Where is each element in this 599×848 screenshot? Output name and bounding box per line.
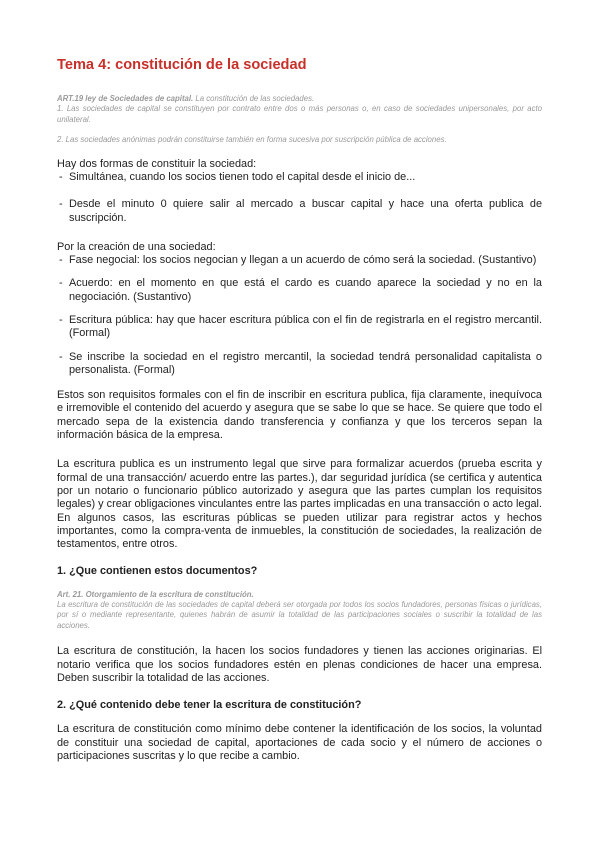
formas-item-simultanea: - Simultánea, cuando los socios tienen todo el capital desde el inicio de... — [57, 171, 542, 184]
creacion-item-escritura: - Escritura pública: hay que hacer escritura pública con el fin de registrarla en el registro mercantil. (Formal) — [57, 314, 542, 341]
formas-section — [57, 158, 542, 225]
art19-heading: ART.19 ley de Sociedades de capital. — [57, 94, 194, 103]
page-title: Tema 4: constitución de la sociedad — [57, 57, 307, 73]
creacion-item-fase-negocial: - Fase negocial: los socios negocian y llegan a un acuerdo de cómo será la sociedad. (Sustantivo) — [57, 254, 542, 267]
formas-list — [57, 171, 542, 225]
art21-heading-line — [57, 590, 542, 600]
art19-heading-line — [57, 94, 542, 104]
creacion-item-acuerdo: - Acuerdo: en el momento en que está el cardo es cuando aparece la sociedad y no en la negociación. (Sustantivo) — [57, 277, 542, 304]
formas-intro: Hay dos formas de constituir la sociedad: — [57, 157, 257, 170]
question-1-answer: La escritura de constitución, la hacen los socios fundadores y tienen las acciones originarias. El notario verifica que los socios fundadores estén en plenas condiciones de hacer una empresa. Deben suscribir la totalidad de las acciones. — [57, 645, 542, 684]
art19-heading-rest: La constitución de las sociedades. — [193, 94, 315, 103]
art19-paragraph-1: 1. Las sociedades de capital se constituyen por contrato entre dos o más personas o, en caso de sociedades unipersonales, por acto unilateral. — [57, 104, 542, 124]
requisitos-paragraph: Estos son requisitos formales con el fin de inscribir en escritura publica, fija claramente, inequívoca e irremovible el contenido del acuerdo y asegura que se sabe lo que se hace. Se quiere que todo el mercado sepa de la existencia dando transferencia y confianza y que los terceros sepan la información básica de la empresa. — [57, 389, 542, 442]
question-2-heading: 2. ¿Qué contenido debe tener la escritura de constitución? — [57, 699, 362, 712]
question-1-heading: 1. ¿Que contienen estos documentos? — [57, 565, 258, 578]
question-1-section — [57, 565, 542, 685]
art21-text: La escritura de constitución de las sociedades de capital deberá ser otorgada por todos los socios fundadores, personas físicas o jurídicas, por sí o mediante representante, quienes habrán de asumir la totalidad de las participaciones sociales o suscribir la totalidad de las acciones. — [57, 600, 542, 630]
art19-paragraph-2: 2. Las sociedades anónimas podrán constituirse también en forma sucesiva por suscripción pública de acciones. — [57, 135, 447, 145]
creacion-section — [57, 241, 542, 377]
question-2-section — [57, 699, 542, 763]
question-2-answer: La escritura de constitución como mínimo debe contener la identificación de los socios, la voluntad de constituir una sociedad de capital, aportaciones de cada socio y el número de acciones o participaciones suscritas y lo que recibe a cambio. — [57, 723, 542, 762]
escritura-paragraph: La escritura publica es un instrumento legal que sirve para formalizar acuerdos (prueba escrita y formal de una transacción/ acuerdo entre las partes.), dar seguridad jurídica (se certifica y autentica por un notario o funcionario público autorizado y asegura que las partes cumplan los requisitos legales) y crear obligaciones vinculantes entre las partes implicadas en una transacción o acto legal. En algunos casos, las escrituras públicas se pueden utilizar para registrar actos y hechos importantes, como la compra-venta de inmuebles, la constitución de sociedades, la realización de testamentos, entre otros. — [57, 458, 542, 551]
art21-heading: Art. 21. Otorgamiento de la escritura de constitución. — [57, 589, 254, 599]
art19-reference — [57, 94, 542, 146]
creacion-list — [57, 254, 542, 377]
creacion-item-inscripcion: - Se inscribe la sociedad en el registro mercantil, la sociedad tendrá personalidad capitalista o personalista. (Formal) — [57, 351, 542, 378]
formas-item-sucesiva: - Desde el minuto 0 quiere salir al mercado a buscar capital y hace una oferta publica de suscripción. — [57, 198, 542, 225]
art21-reference — [57, 590, 542, 632]
creacion-intro: Por la creación de una sociedad: — [57, 240, 216, 253]
